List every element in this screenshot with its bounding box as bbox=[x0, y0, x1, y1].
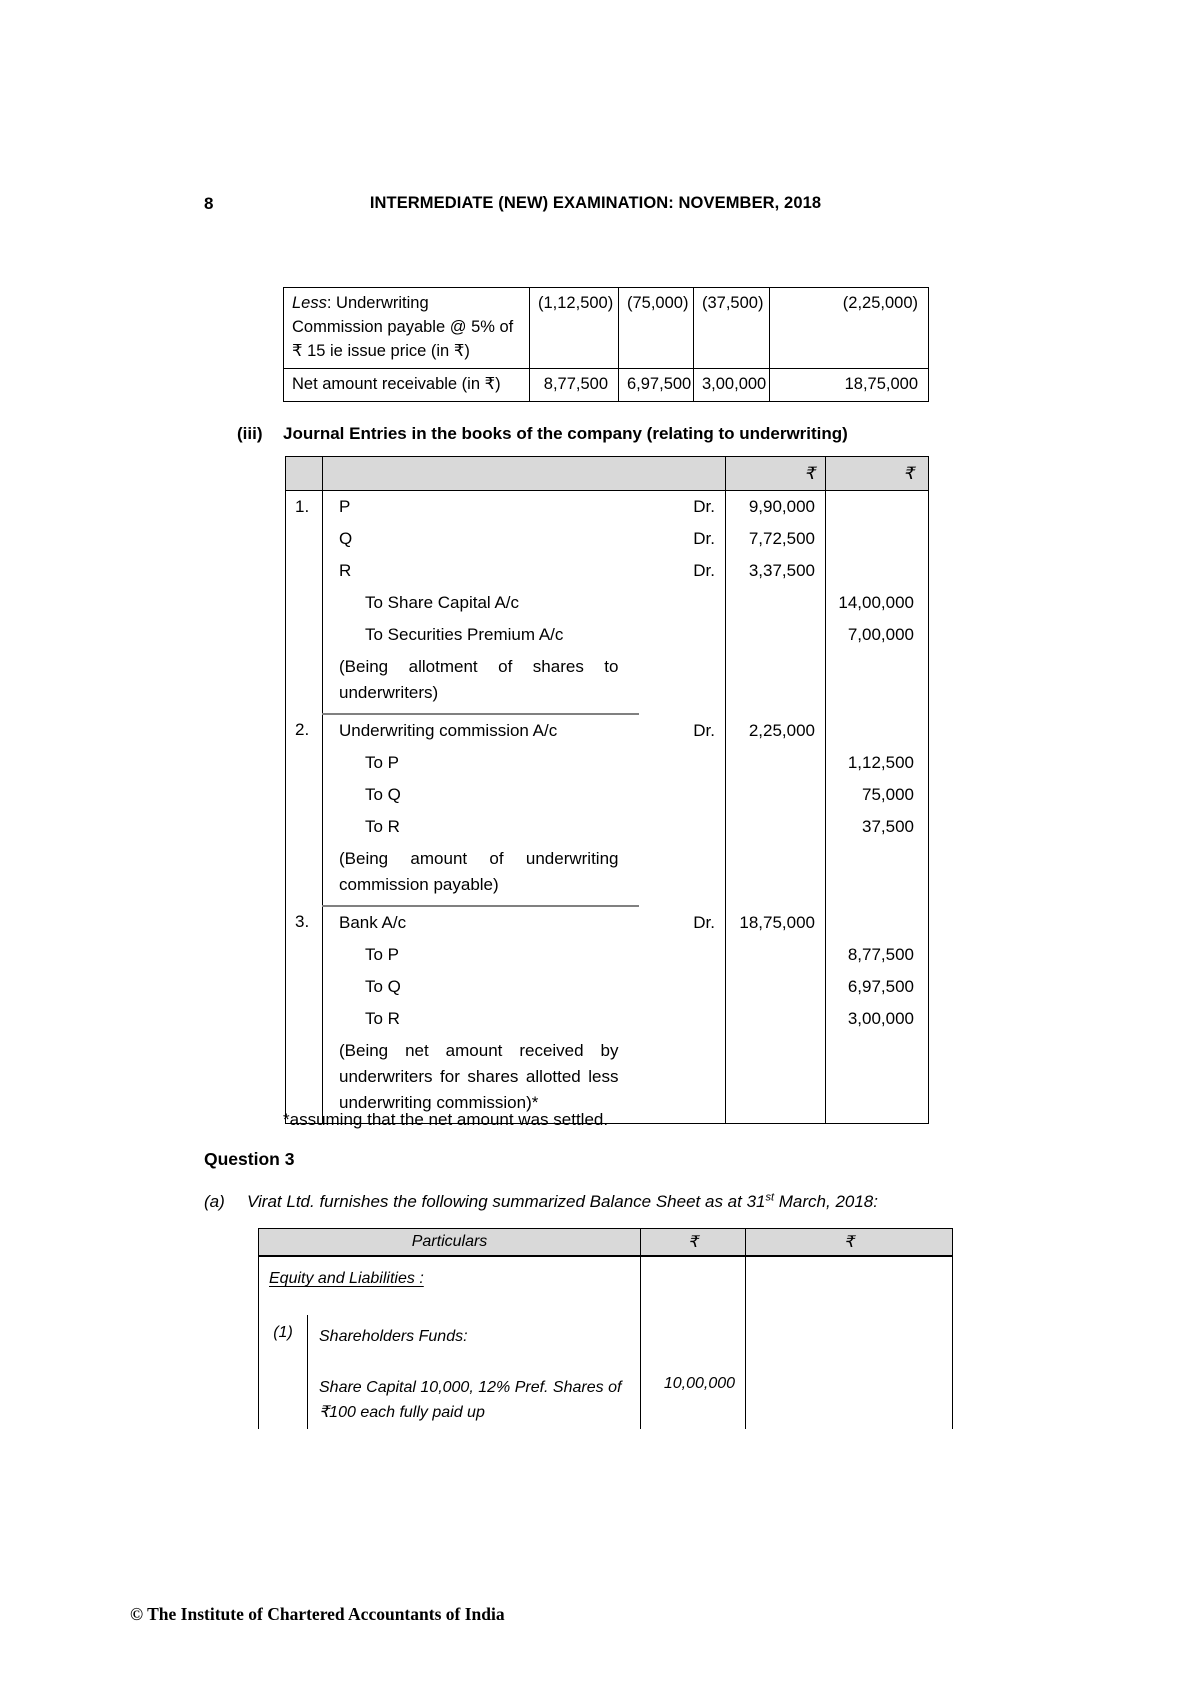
credit-amount: 37,500 bbox=[862, 817, 914, 836]
commission-p: (1,12,500) bbox=[530, 288, 619, 369]
bs-amount-1: 10,00,000 bbox=[641, 1366, 746, 1429]
bs-item-text: Shareholders Funds: bbox=[319, 1328, 468, 1345]
journal-entry-line bbox=[286, 1003, 929, 1035]
debit-amount: 7,72,500 bbox=[726, 523, 826, 555]
debit-amount bbox=[726, 811, 826, 843]
bs-amount-2 bbox=[746, 1256, 953, 1315]
credit-amount: 8,77,500 bbox=[847, 945, 914, 964]
account-name: To R bbox=[365, 817, 400, 836]
underwriting-commission-label: Less: Underwriting Commission payable @ 5% of ₹ 15 ie issue price (in ₹) bbox=[284, 288, 530, 369]
journal-entry-line bbox=[286, 619, 929, 651]
journal-entry-line bbox=[286, 939, 929, 971]
account-name: Underwriting commission A/c bbox=[339, 721, 558, 740]
bs-item-number bbox=[259, 1366, 308, 1429]
journal-header-row bbox=[286, 457, 929, 491]
journal-header-dr bbox=[639, 457, 726, 491]
sr-number: 1. bbox=[286, 491, 323, 524]
account-name: To Share Capital A/c bbox=[365, 593, 520, 612]
credit-amount: 1,12,500 bbox=[847, 753, 914, 772]
credit-amount bbox=[826, 523, 929, 555]
dr-label: Dr. bbox=[693, 497, 715, 516]
credit-amount: 7,00,000 bbox=[847, 625, 914, 644]
ordinal-superscript: st bbox=[765, 1191, 775, 1203]
account-name: To R bbox=[365, 1009, 400, 1028]
journal-table bbox=[285, 456, 929, 1124]
journal-entry-line bbox=[286, 523, 929, 555]
question-part-a bbox=[204, 1191, 1004, 1212]
credit-amount: 14,00,000 bbox=[838, 593, 914, 612]
net-r: 3,00,000 bbox=[694, 369, 770, 402]
bs-amount-2 bbox=[746, 1315, 953, 1366]
bs-amount-1 bbox=[641, 1315, 746, 1366]
account-name: To Securities Premium A/c bbox=[365, 625, 564, 644]
sr-number: 3. bbox=[286, 906, 323, 939]
account-name: To P bbox=[365, 753, 400, 772]
debit-amount: 2,25,000 bbox=[726, 714, 826, 747]
footnote: *assuming that the net amount was settled. bbox=[283, 1110, 609, 1129]
net-q: 6,97,500 bbox=[619, 369, 694, 402]
credit-amount bbox=[826, 714, 929, 747]
account-name: To Q bbox=[365, 785, 401, 804]
journal-entry-line bbox=[286, 747, 929, 779]
less-word: Less bbox=[292, 294, 327, 312]
question-title: Question 3 bbox=[204, 1149, 295, 1169]
commission-q: (75,000) bbox=[619, 288, 694, 369]
bs-amount-2 bbox=[746, 1366, 953, 1429]
debit-amount bbox=[726, 779, 826, 811]
journal-entry-line bbox=[286, 906, 929, 939]
table-row-net-amount bbox=[284, 369, 929, 402]
narration: (Being allotment of shares to underwriters) bbox=[323, 651, 639, 714]
debit-amount bbox=[726, 939, 826, 971]
journal-header-debit-rupee-icon: ₹ bbox=[726, 457, 826, 491]
journal-entry-line bbox=[286, 555, 929, 587]
journal-entry-line bbox=[286, 779, 929, 811]
account-name: To P bbox=[365, 945, 400, 964]
page-header-title: INTERMEDIATE (NEW) EXAMINATION: NOVEMBER, 2018 bbox=[369, 194, 822, 212]
question-part-label: (a) bbox=[204, 1191, 225, 1211]
footer-copyright: © The Institute of Chartered Accountants of India bbox=[130, 1604, 505, 1624]
journal-heading-text: Journal Entries in the books of the company (relating to underwriting) bbox=[283, 424, 848, 443]
journal-entry-line bbox=[286, 971, 929, 1003]
debit-amount bbox=[726, 1003, 826, 1035]
credit-amount bbox=[826, 491, 929, 524]
journal-entry-line bbox=[286, 811, 929, 843]
underwriting-table bbox=[283, 287, 929, 402]
credit-amount: 3,00,000 bbox=[847, 1009, 914, 1028]
credit-amount bbox=[826, 906, 929, 939]
account-name: Q bbox=[339, 529, 353, 548]
narration: (Being amount of underwriting commission payable) bbox=[323, 843, 639, 906]
journal-header-sr bbox=[286, 457, 323, 491]
table-row-underwriting-commission bbox=[284, 288, 929, 369]
balance-sheet-header-row bbox=[259, 1229, 953, 1257]
bs-header-particulars: Particulars bbox=[259, 1229, 641, 1257]
debit-amount: 3,37,500 bbox=[726, 555, 826, 587]
debit-amount bbox=[726, 971, 826, 1003]
journal-entry-narration-row bbox=[286, 651, 929, 714]
net-p: 8,77,500 bbox=[530, 369, 619, 402]
bs-row-shareholders-funds bbox=[259, 1315, 953, 1366]
bs-item-text: Share Capital 10,000, 12% Pref. Shares of ₹100 each fully paid up bbox=[319, 1379, 622, 1421]
bs-amount-1 bbox=[641, 1256, 746, 1315]
narration: (Being net amount received by underwriters for shares allotted less underwriting commission)* bbox=[339, 1041, 619, 1112]
debit-amount: 9,90,000 bbox=[726, 491, 826, 524]
dr-label: Dr. bbox=[693, 720, 715, 740]
net-amount-label: Net amount receivable (in ₹) bbox=[284, 369, 530, 402]
journal-entry-line bbox=[286, 587, 929, 619]
account-name: R bbox=[339, 561, 352, 580]
account-name: Bank A/c bbox=[339, 913, 407, 932]
journal-heading-marker: (iii) bbox=[237, 424, 263, 443]
balance-sheet-table bbox=[258, 1228, 953, 1429]
bs-item-number: (1) bbox=[259, 1315, 308, 1366]
dr-label: Dr. bbox=[693, 529, 715, 548]
journal-header-credit-rupee-icon: ₹ bbox=[826, 457, 929, 491]
page-header bbox=[0, 194, 1191, 218]
bs-header-rupee1-icon: ₹ bbox=[641, 1229, 746, 1257]
commission-total: (2,25,000) bbox=[770, 288, 929, 369]
credit-amount: 75,000 bbox=[862, 785, 914, 804]
net-total: 18,75,000 bbox=[770, 369, 929, 402]
account-name: To Q bbox=[365, 977, 401, 996]
journal-entry-line bbox=[286, 491, 929, 524]
account-name: P bbox=[339, 497, 351, 516]
debit-amount bbox=[726, 587, 826, 619]
bs-row-share-capital bbox=[259, 1366, 953, 1429]
question-part-text: Virat Ltd. furnishes the following summarized Balance Sheet as at 31st March, 2018: bbox=[247, 1191, 878, 1211]
sr-number: 2. bbox=[286, 714, 323, 747]
bs-section-heading: Equity and Liabilities : bbox=[259, 1256, 641, 1315]
credit-amount: 6,97,500 bbox=[847, 977, 914, 996]
credit-amount bbox=[826, 555, 929, 587]
debit-amount bbox=[726, 747, 826, 779]
bs-header-rupee2-icon: ₹ bbox=[746, 1229, 953, 1257]
dr-label: Dr. bbox=[693, 912, 715, 932]
page-number: 8 bbox=[204, 194, 214, 213]
journal-header-particulars bbox=[323, 457, 639, 491]
commission-r: (37,500) bbox=[694, 288, 770, 369]
debit-amount: 18,75,000 bbox=[726, 906, 826, 939]
journal-entry-line bbox=[286, 714, 929, 747]
journal-entry-narration-row bbox=[286, 843, 929, 906]
dr-label: Dr. bbox=[693, 561, 715, 580]
bs-row-equity-liabilities bbox=[259, 1256, 953, 1315]
journal-heading bbox=[237, 424, 997, 444]
debit-amount bbox=[726, 619, 826, 651]
